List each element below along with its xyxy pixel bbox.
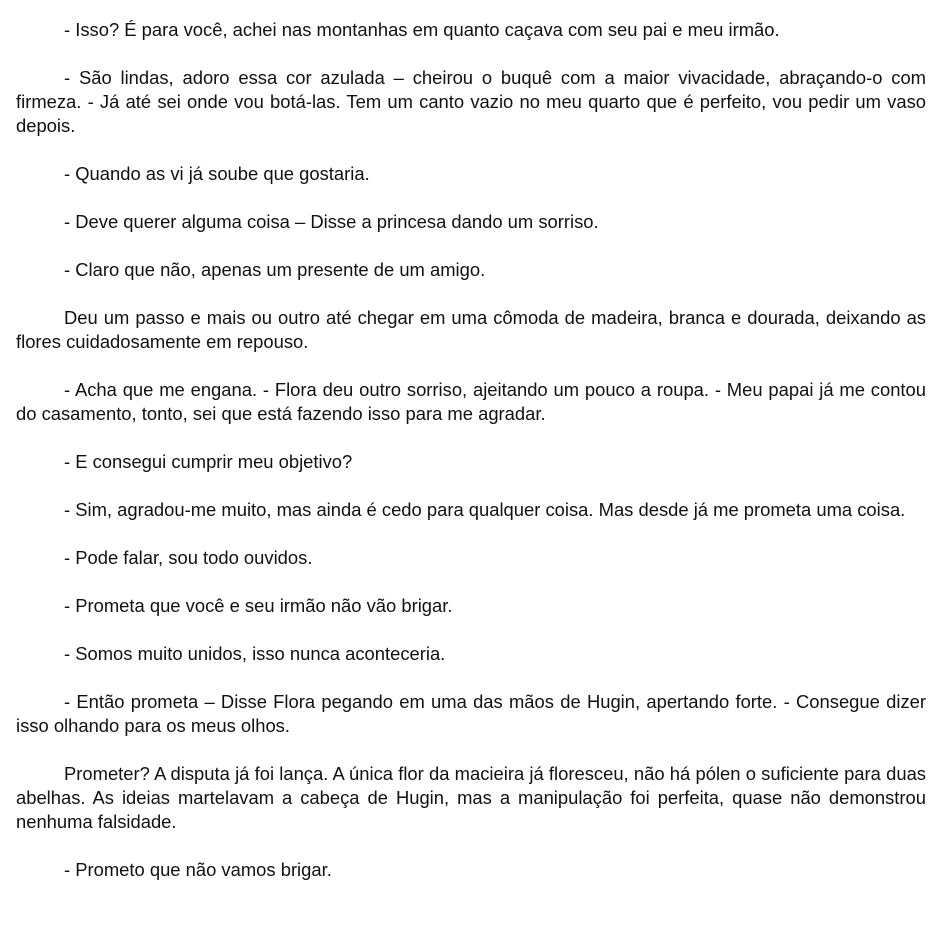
paragraph-14: Prometer? A disputa já foi lança. A única flor da macieira já floresceu, não há pólen o suficiente para duas abelhas. As ideias martelavam a cabeça de Hugin, mas a manipulação foi perfeita, quase não demonstrou nenhuma falsidade. bbox=[16, 763, 926, 832]
paragraph-1: - Isso? É para você, achei nas montanhas em quanto caçava com seu pai e meu irmão. bbox=[64, 19, 780, 40]
paragraph-13: - Então prometa – Disse Flora pegando em uma das mãos de Hugin, apertando forte. - Consegue dizer isso olhando para os meus olhos. bbox=[16, 691, 926, 736]
paragraph-4: - Deve querer alguma coisa – Disse a princesa dando um sorriso. bbox=[64, 211, 599, 232]
paragraph-6: Deu um passo e mais ou outro até chegar em uma cômoda de madeira, branca e dourada, deixando as flores cuidadosamente em repouso. bbox=[16, 307, 926, 352]
paragraph-2: - São lindas, adoro essa cor azulada – cheirou o buquê com a maior vivacidade, abraçando-o com firmeza. - Já até sei onde vou botá-las. Tem um canto vazio no meu quarto que é perfeito, vou pedir um vaso depois. bbox=[16, 67, 926, 136]
paragraph-9: - Sim, agradou-me muito, mas ainda é cedo para qualquer coisa. Mas desde já me prometa uma coisa. bbox=[64, 499, 906, 520]
paragraph-11: - Prometa que você e seu irmão não vão brigar. bbox=[64, 595, 453, 616]
paragraph-7: - Acha que me engana. - Flora deu outro sorriso, ajeitando um pouco a roupa. - Meu papai já me contou do casamento, tonto, sei que está fazendo isso para me agradar. bbox=[16, 379, 926, 424]
paragraph-5: - Claro que não, apenas um presente de um amigo. bbox=[64, 259, 486, 280]
paragraph-8: - E consegui cumprir meu objetivo? bbox=[64, 451, 353, 472]
paragraph-15: - Prometo que não vamos brigar. bbox=[64, 859, 332, 880]
paragraph-12: - Somos muito unidos, isso nunca aconteceria. bbox=[64, 643, 446, 664]
paragraph-10: - Pode falar, sou todo ouvidos. bbox=[64, 547, 313, 568]
document-page bbox=[16, 18, 926, 906]
paragraph-3: - Quando as vi já soube que gostaria. bbox=[64, 163, 370, 184]
